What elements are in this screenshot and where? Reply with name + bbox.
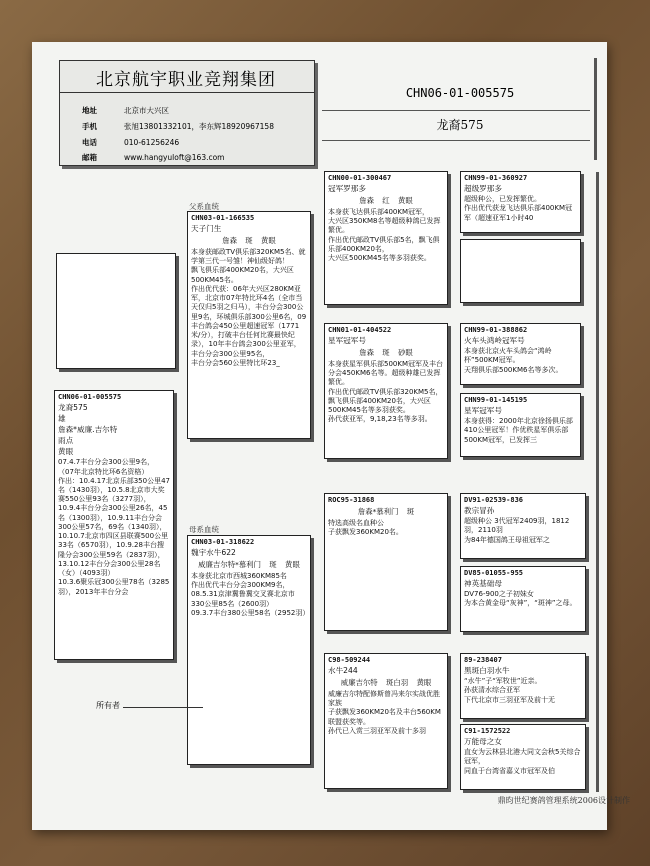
phone-row xyxy=(82,137,179,148)
divider xyxy=(594,58,597,160)
divider xyxy=(60,92,314,93)
subject-card xyxy=(54,390,174,660)
sire-traits: 詹森 斑 黄眼 xyxy=(222,236,276,246)
mobile-label: 手机 xyxy=(82,122,97,131)
footer-credit: 鼎昀世纪赛鸽管理系统2006设计制作 xyxy=(497,796,630,805)
divider xyxy=(322,140,590,141)
great-grandparent-card xyxy=(460,653,586,719)
email-value: www.hangyuloft@163.com xyxy=(124,153,225,162)
subject-id: CHN06-01-005575 xyxy=(58,393,122,401)
header-box xyxy=(59,60,315,166)
empty-card xyxy=(460,239,581,303)
great-grandparent-id: C91-1572522 xyxy=(464,727,511,735)
great-grandparent-notes: 超级种公 3代冠军2409羽，1812羽，2110羽 为84年德国鸽王母祖冠军之 xyxy=(464,517,570,544)
great-grandparent-notes: DV76-900之子初妹女 为本合黄金母“灰神”，“斑神”之母。 xyxy=(464,590,577,608)
grandsire-card xyxy=(324,493,448,631)
great-grandparent-id: CHN99-01-388862 xyxy=(464,326,528,334)
granddam-name: 星军冠军号 xyxy=(328,336,366,346)
phone-label: 电话 xyxy=(82,138,97,147)
great-grandparent-notes: 直女为云林县北港大同文会秋5关综合冠军， 同血于台湾省嘉义市冠军及伯 xyxy=(464,748,581,775)
granddam-id: CHN01-01-404522 xyxy=(328,326,392,334)
email-label: 邮箱 xyxy=(82,153,97,162)
great-grandparent-id: CHN99-01-360927 xyxy=(464,174,528,182)
great-grandparent-notes: 本身获北京火车头鸽会“鸿岭杯”500KM冠军。 天翔俱乐部500KM6名等多次。 xyxy=(464,347,563,374)
grandsire-id: ROC95-31868 xyxy=(328,496,375,504)
great-grandparent-card xyxy=(460,171,581,233)
grandsire-traits: 詹森 红 黄眼 xyxy=(359,196,413,206)
sire-id: CHN03-01-166535 xyxy=(191,214,255,222)
org-name: 北京航宇职业竞翔集团 xyxy=(96,70,276,90)
great-grandparent-id: 89-238407 xyxy=(464,656,502,664)
sire-name: 天子门生 xyxy=(191,224,222,234)
subject-notes: 07.4.7丰台分会300公里9名， （07年北京特比环6名资格） 作出：10.4.17北京乐部350公里47名（1430羽），10.5.8北京市大奖赛550公里93名（3277羽），10.9.4丰台分会300公里26名，45名（1300羽），10.9.11丰台分会300公里57名，69名（1340羽）， 10.10.7北京市四区县联赛500公里33名（6570羽），10.9.28丰台搜隆分会300公里59名（2837羽），13.10.12丰台分会300公里28名（女）（4093羽） 10.3.6聚乐冠300公里78名（3285羽），2013年丰台分会 xyxy=(58,458,170,596)
granddam-id: C98-509244 xyxy=(328,656,371,664)
great-grandparent-id: DV85-01055-955 xyxy=(464,569,524,577)
great-grandparent-name: 星军冠军号 xyxy=(464,406,502,416)
address-value: 北京市大兴区 xyxy=(124,106,169,115)
great-grandparent-card xyxy=(460,724,586,790)
great-grandparent-notes: “水牛”子“军牧世”近亲。 孙获清水综合亚军 下代北京市三羽亚军及前十无 xyxy=(464,677,555,704)
granddam-traits: 詹森 斑 砂眼 xyxy=(359,348,413,358)
subject-sex: 雄 xyxy=(58,414,66,424)
owner-label: 所有者 xyxy=(96,701,120,710)
divider xyxy=(596,172,599,792)
great-grandparent-name: 火车头鸿岭冠军号 xyxy=(464,336,525,346)
father-line-label: 父系血统 xyxy=(189,202,219,211)
great-grandparent-name: 超级罗那多 xyxy=(464,184,502,194)
grandsire-traits: 詹森*慕利门 斑 xyxy=(357,507,415,517)
great-grandparent-name: 黑斑白羽水牛 xyxy=(464,666,510,676)
dam-notes: 本身获北京市西城360KM85名 作出优代丰台分会300KM9名，08.5.31京津冀鲁冀交叉赛北京市330公里85名（2600羽） 09.3.7丰台380公里58名（2952羽） xyxy=(191,572,310,617)
great-grandparent-notes: 超级种公，已发挥繁优。 作出优代获龙飞达俱乐部400KM冠军（超速亚军1小时40 xyxy=(464,195,572,222)
sire-notes: 本身获邮政TV俱乐部320KM5名、就学第三代一号雏！神仙级好鸽！ 飘飞俱乐部400KM20名，大兴区500KM45名。 作出优代获：06年大兴区280KM亚军，北京市07年特比环4名（全市当天仅归5羽之归马），丰台分会300公里9名，环城俱乐部300公里6名，09丰台鸽会450公里超速冠军（1771米/分），打破丰台任何比赛最快纪录），10年丰台鸽会300公里亚军，丰台分会300公里95名， 丰台分会560公里特比环23_ xyxy=(191,248,307,367)
grandsire-notes: 本身获飞达俱乐部400KM冠军， 大兴区350KM8名等超级种鸽已发挥繁优。 作出优代邮政TV俱乐部5名，飘飞俱乐部400KM20名， 大兴区500KM45名等多羽获奖。 xyxy=(328,208,441,263)
great-grandparent-name: 教宗冒孙 xyxy=(464,506,495,516)
granddam-name: 水牛244 xyxy=(328,666,358,676)
great-grandparent-name: 万能母之女 xyxy=(464,737,502,747)
grandsire-name: 冠军罗那多 xyxy=(328,184,366,194)
signature-line xyxy=(123,707,203,708)
great-grandparent-card xyxy=(460,566,586,632)
ring-id: CHN06-01-005575 xyxy=(405,86,515,100)
subject-color: 黄眼 xyxy=(58,447,74,457)
granddam-card xyxy=(324,653,448,789)
great-grandparent-notes: 本身获得：2000年北京徐扬俱乐部410公里冠军！作优秩星军俱乐部500KM冠军，已发挥三 xyxy=(464,417,573,444)
owner-signature xyxy=(96,700,203,711)
mobile-row xyxy=(82,121,274,132)
granddam-notes: 本身获星军俱乐部500KM冠军及丰台分会450KM6名等。超级种雄已发挥繁优。 作出优代邮政TV俱乐部320KM5名，飘飞俱乐部400KM20名，大兴区500KM45名等多羽获奖。 孙代获亚军，9,18,23名等多羽。 xyxy=(328,360,443,424)
great-grandparent-id: DV91-02539-836 xyxy=(464,496,524,504)
grandsire-id: CHN00-01-300467 xyxy=(328,174,392,182)
great-grandparent-card xyxy=(460,493,586,559)
divider xyxy=(322,110,590,111)
dam-card xyxy=(187,535,311,765)
granddam-card xyxy=(324,323,448,459)
granddam-traits: 威廉吉尔特 斑白羽 黄眼 xyxy=(340,678,432,688)
great-grandparent-name: 神英基础母 xyxy=(464,579,502,589)
sire-card xyxy=(187,211,311,439)
granddam-notes: 威廉吉尔特配修斯曾冯来尔实战优胜家族 子获飘发360KM20名及丰台560KM联盟获奖等。 孙代已入赏三羽亚军及前十多羽 xyxy=(328,690,441,735)
photo-placeholder xyxy=(56,253,176,369)
mobile-value: 张旭13801332101，李东辉18920967158 xyxy=(124,122,274,131)
great-grandparent-id: CHN99-01-145195 xyxy=(464,396,528,404)
subject-name: 龙裔575 xyxy=(58,403,88,413)
mother-line-label: 母系血统 xyxy=(189,525,219,534)
grandsire-card xyxy=(324,171,448,305)
great-grandparent-card xyxy=(460,323,581,385)
dam-traits: 威廉吉尔特*慕利门 斑 黄眼 xyxy=(198,560,300,570)
bird-name: 龙裔575 xyxy=(436,118,484,132)
address-row xyxy=(82,105,169,116)
dam-id: CHN03-01-318622 xyxy=(191,538,255,546)
grandsire-notes: 特选高级名血种公 子获飘发360KM20名。 xyxy=(328,519,403,537)
phone-value: 010-61256246 xyxy=(124,138,180,147)
dam-name: 魏宇水牛622 xyxy=(191,548,236,558)
subject-strain: 詹森*威廉.吉尔特 xyxy=(58,425,118,435)
subject-eye: 雨点 xyxy=(58,436,74,446)
email-row xyxy=(82,152,225,163)
great-grandparent-card xyxy=(460,393,581,457)
address-label: 地址 xyxy=(82,106,97,115)
